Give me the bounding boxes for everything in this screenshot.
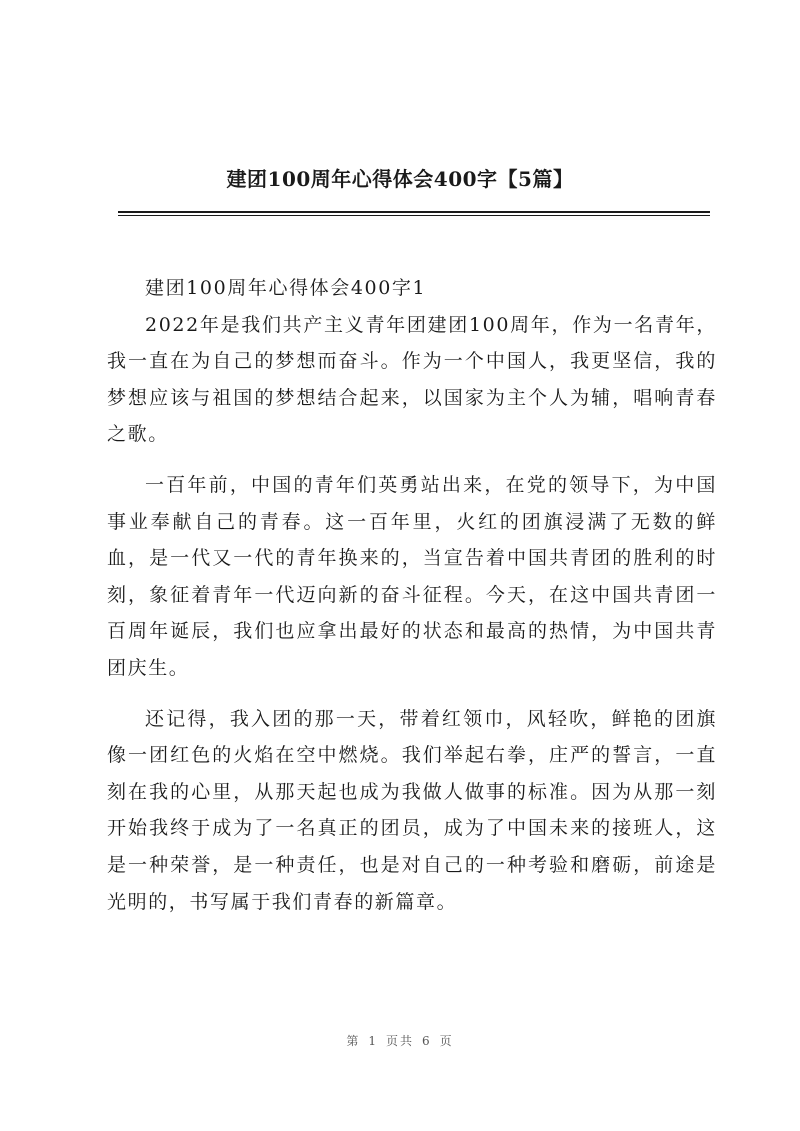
document-title: 建团100周年心得体会400字【5篇】 xyxy=(226,167,574,191)
document-body xyxy=(107,270,717,920)
footer-total-pages: 6 xyxy=(422,1034,432,1048)
paragraph-1: 2022年是我们共产主义青年团建团100周年，作为一名青年，我一直在为自己的梦想而奋斗。作为一个中国人，我更坚信，我的梦想应该与祖国的梦想结合起来，以国家为主个人为辅，唱响青春之歌。 xyxy=(107,313,717,446)
footer-current-page: 1 xyxy=(368,1034,378,1048)
footer-middle: 页共 xyxy=(385,1034,414,1048)
title-underline-thin xyxy=(118,215,710,216)
title-underline-thick xyxy=(118,211,710,213)
footer-suffix: 页 xyxy=(439,1034,454,1048)
paragraph-3: 还记得，我入团的那一天，带着红领巾，风轻吹，鲜艳的团旗像一团红色的火焰在空中燃烧。我们举起右拳，庄严的誓言，一直刻在我的心里，从那天起也成为我做人做事的标准。因为从那一刻开始我终于成为了一名真正的团员，成为了中国未来的接班人，这是一种荣誉，是一种责任，也是对自己的一种考验和磨砺，前途是光明的，书写属于我们青春的新篇章。 xyxy=(107,707,717,913)
page-footer xyxy=(0,1032,800,1049)
section-heading: 建团100周年心得体会400字1 xyxy=(145,277,427,299)
footer-prefix: 第 xyxy=(346,1034,361,1048)
paragraph-2: 一百年前，中国的青年们英勇站出来，在党的领导下，为中国事业奉献自己的青春。这一百年里，火红的团旗浸满了无数的鲜血，是一代又一代的青年换来的，当宣告着中国共青团的胜利的时刻，象征着青年一代迈向新的奋斗征程。今天，在这中国共青团一百周年诞辰，我们也应拿出最好的状态和最高的热情，为中国共青团庆生。 xyxy=(107,473,717,679)
